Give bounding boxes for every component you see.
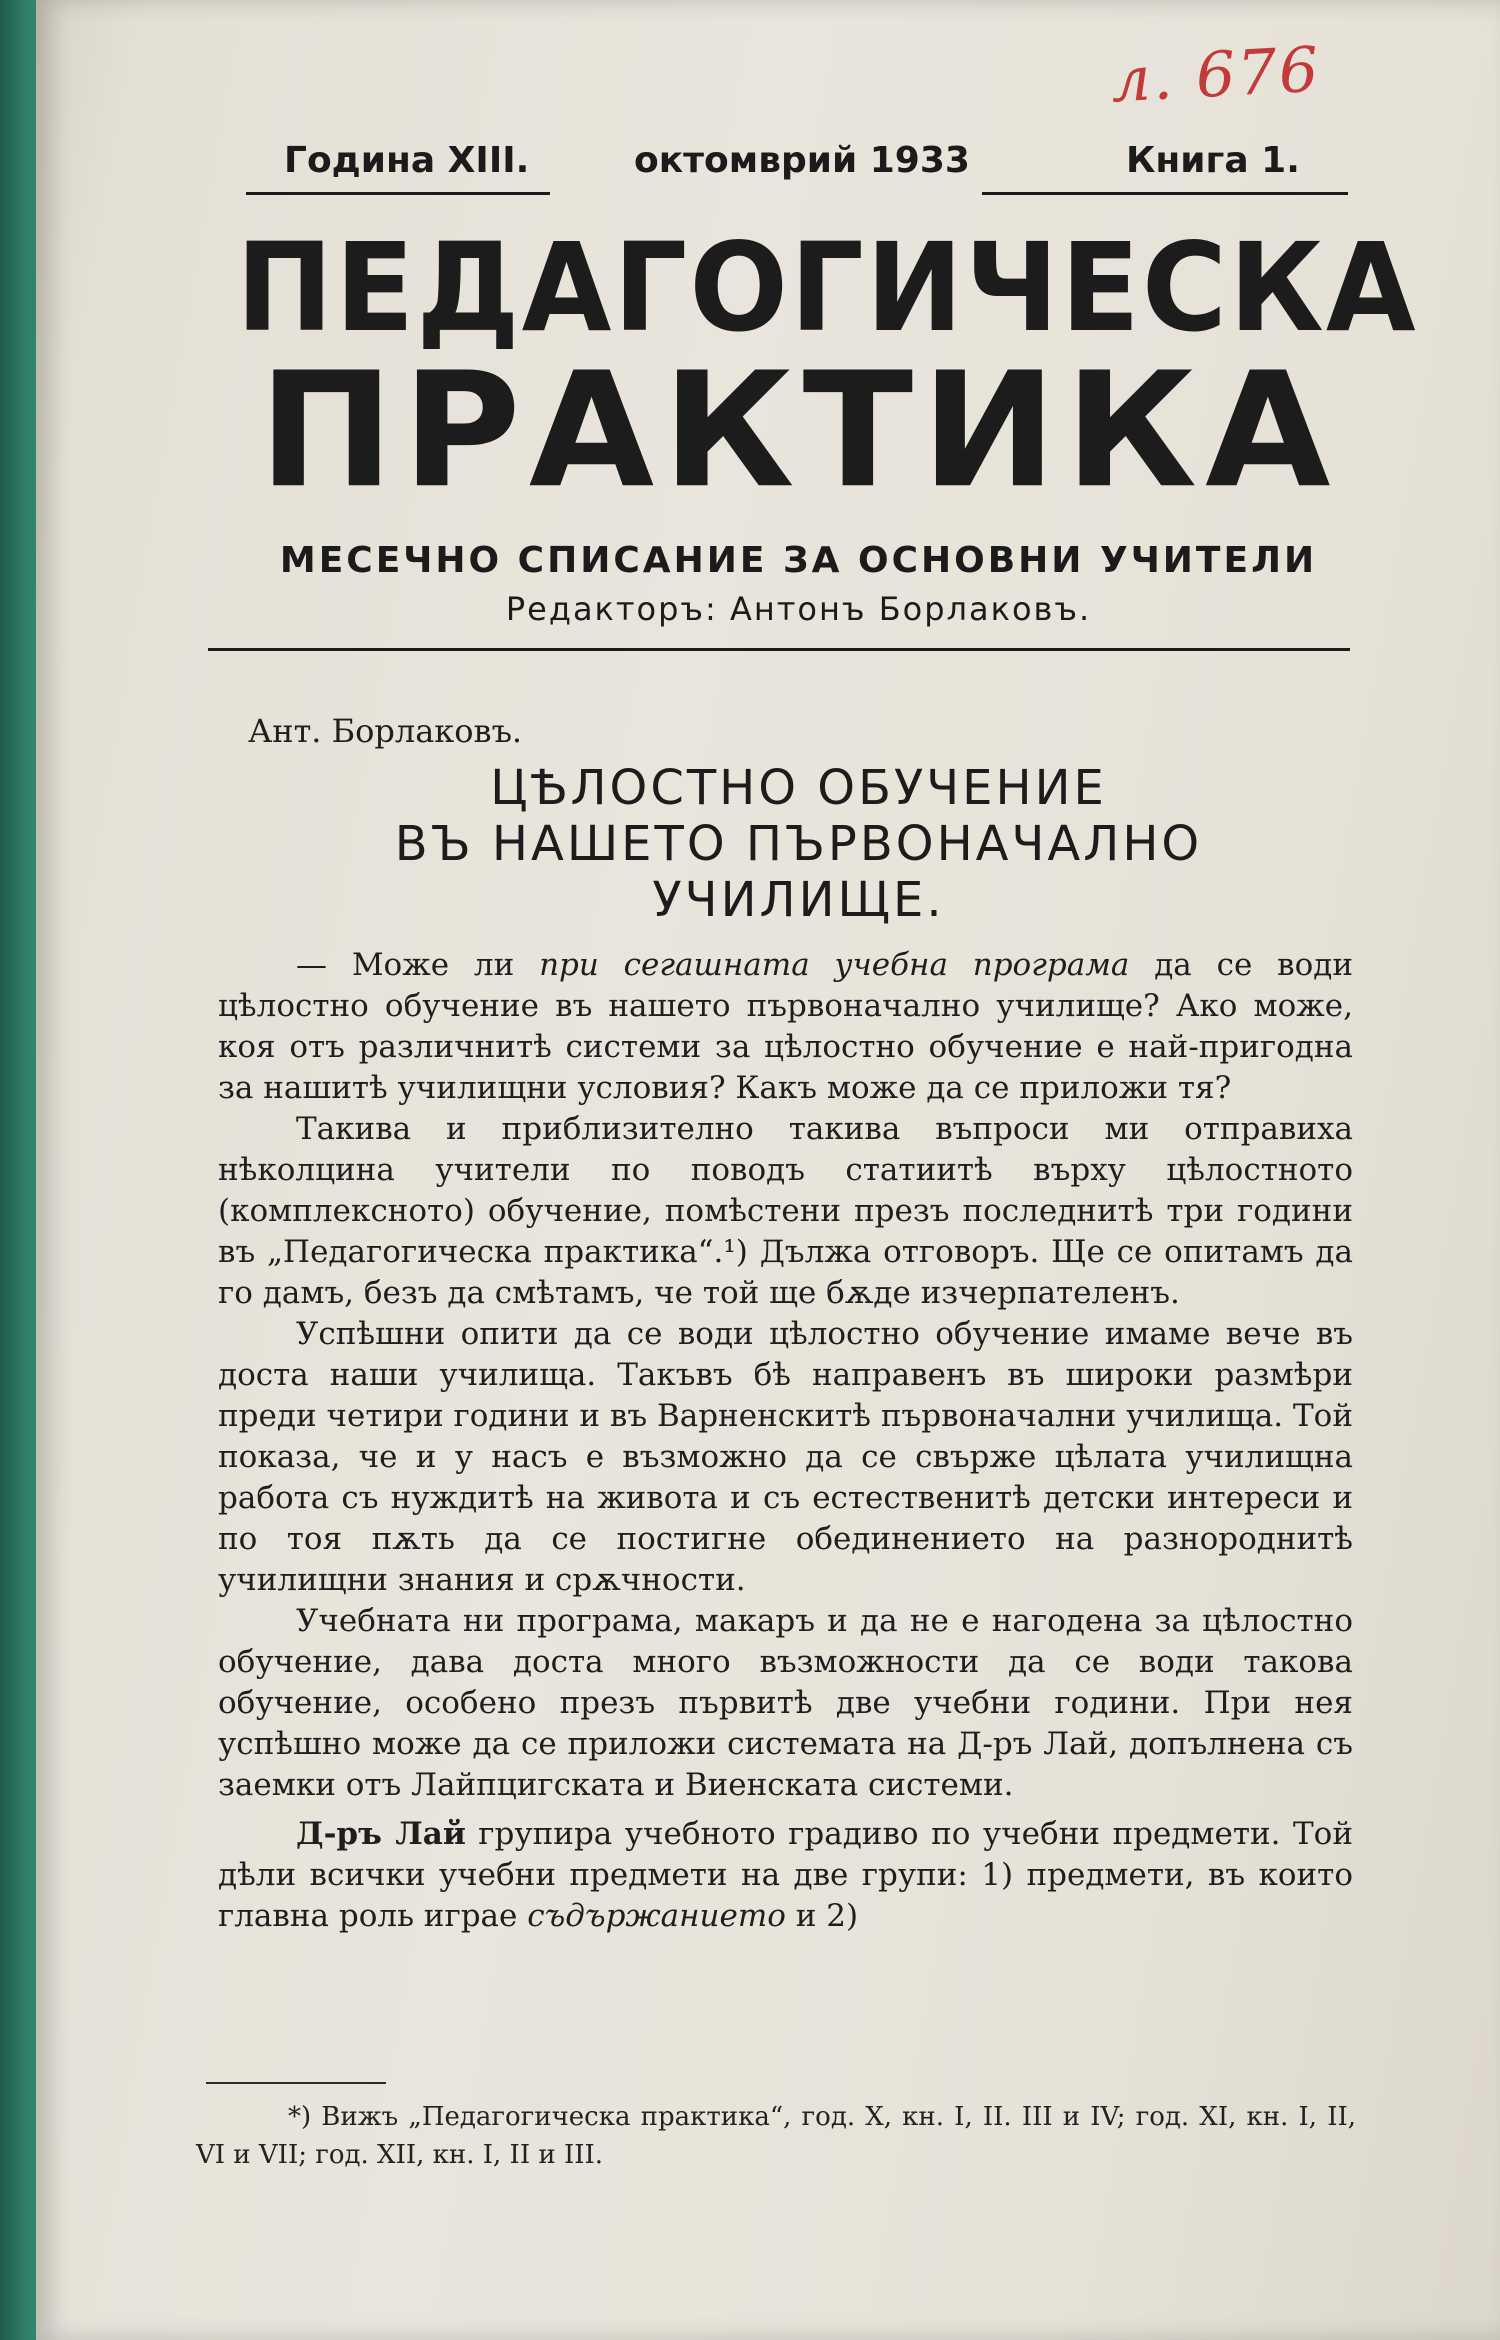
article-title-line-1: ЦѢЛОСТНО ОБУЧЕНИЕ	[490, 760, 1107, 816]
article-author: Ант. Борлаковъ.	[248, 712, 523, 750]
issue-date: октомврий 1933	[634, 140, 970, 181]
masthead-line-1: ПЕДАГОГИЧЕСКА	[236, 217, 1418, 360]
issue-book: Книга 1.	[1126, 140, 1300, 181]
article-body	[218, 945, 1353, 1937]
article-title-line-3: УЧИЛИЩЕ.	[652, 872, 945, 928]
header-rule-right	[982, 192, 1348, 195]
journal-page	[36, 0, 1500, 2340]
paragraph-4: Учебната ни програма, макаръ и да не е нагодена за цѣлостно обучение, дава доста много възможности да се води такова обучение, особено презъ първитѣ две учебни години. При нея успѣшно може да се приложи системата на Д-ръ Лай, допълнена съ заемки отъ Лайпцигската и Виенската системи.	[218, 1603, 1353, 1803]
paragraph-5: Д-ръ Лай групира учебното градиво по учебни предмети. Той дѣли всички учебни предмети на две групи: 1) предмети, въ които главна роль играе съдържанието и 2)	[218, 1816, 1353, 1934]
issue-header	[244, 140, 1354, 192]
masthead-line-2: ПРАКТИКА	[258, 339, 1339, 524]
footnote-divider	[206, 2082, 386, 2084]
journal-editor: Редакторъ: Антонъ Борлаковъ.	[505, 590, 1092, 628]
handwritten-shelfmark: л. 676	[1109, 32, 1323, 117]
header-rule-left	[246, 192, 550, 195]
paragraph-2: Такива и приблизително такива въпроси ми отправиха нѣколцина учители по поводъ статиитѣ върху цѣлостното (комплексното) обучение, помѣстени презъ последнитѣ три години въ „Педагогическа практика“.¹) Дължа отговоръ. Ще се опитамъ да го дамъ, безъ да смѣтамъ, че той ще бѫде изчерпателенъ.	[218, 1111, 1353, 1311]
paragraph-1: — Може ли при сегашната учебна програма да се води цѣлостно обучение въ нашето първоначално училище? Ако може, коя отъ различнитѣ системи за цѣлостно обучение е най-пригодна за нашитѣ училищни условия? Какъ може да се приложи тя?	[218, 947, 1353, 1106]
issue-year: Година XIII.	[284, 140, 530, 181]
paragraph-3: Успѣшни опити да се води цѣлостно обучение имаме вече въ доста наши училища. Такъвъ бѣ направенъ въ широки размѣри преди четири години и въ Варненскитѣ първоначални училища. Той показа, че и у насъ е възможно да се свърже цѣлата училищна работа съ нуждитѣ на живота и съ естественитѣ детски интереси и по тоя пѫть да се постигне обединението на разнороднитѣ училищни знания и срѫчности.	[218, 1316, 1353, 1598]
footnote: *) Вижъ „Педагогическа практика“, год. X, кн. I, II. III и IV; год. XI, кн. I, II, VI и VII; год. XII, кн. I, II и III.	[196, 2102, 1356, 2170]
masthead-divider	[208, 648, 1350, 651]
article-title	[236, 760, 1361, 928]
article-title-line-2: ВЪ НАШЕТО ПЪРВОНАЧАЛНО	[394, 816, 1203, 872]
journal-subtitle: МЕСЕЧНО СПИСАНИЕ ЗА ОСНОВНИ УЧИТЕЛИ	[279, 540, 1318, 581]
